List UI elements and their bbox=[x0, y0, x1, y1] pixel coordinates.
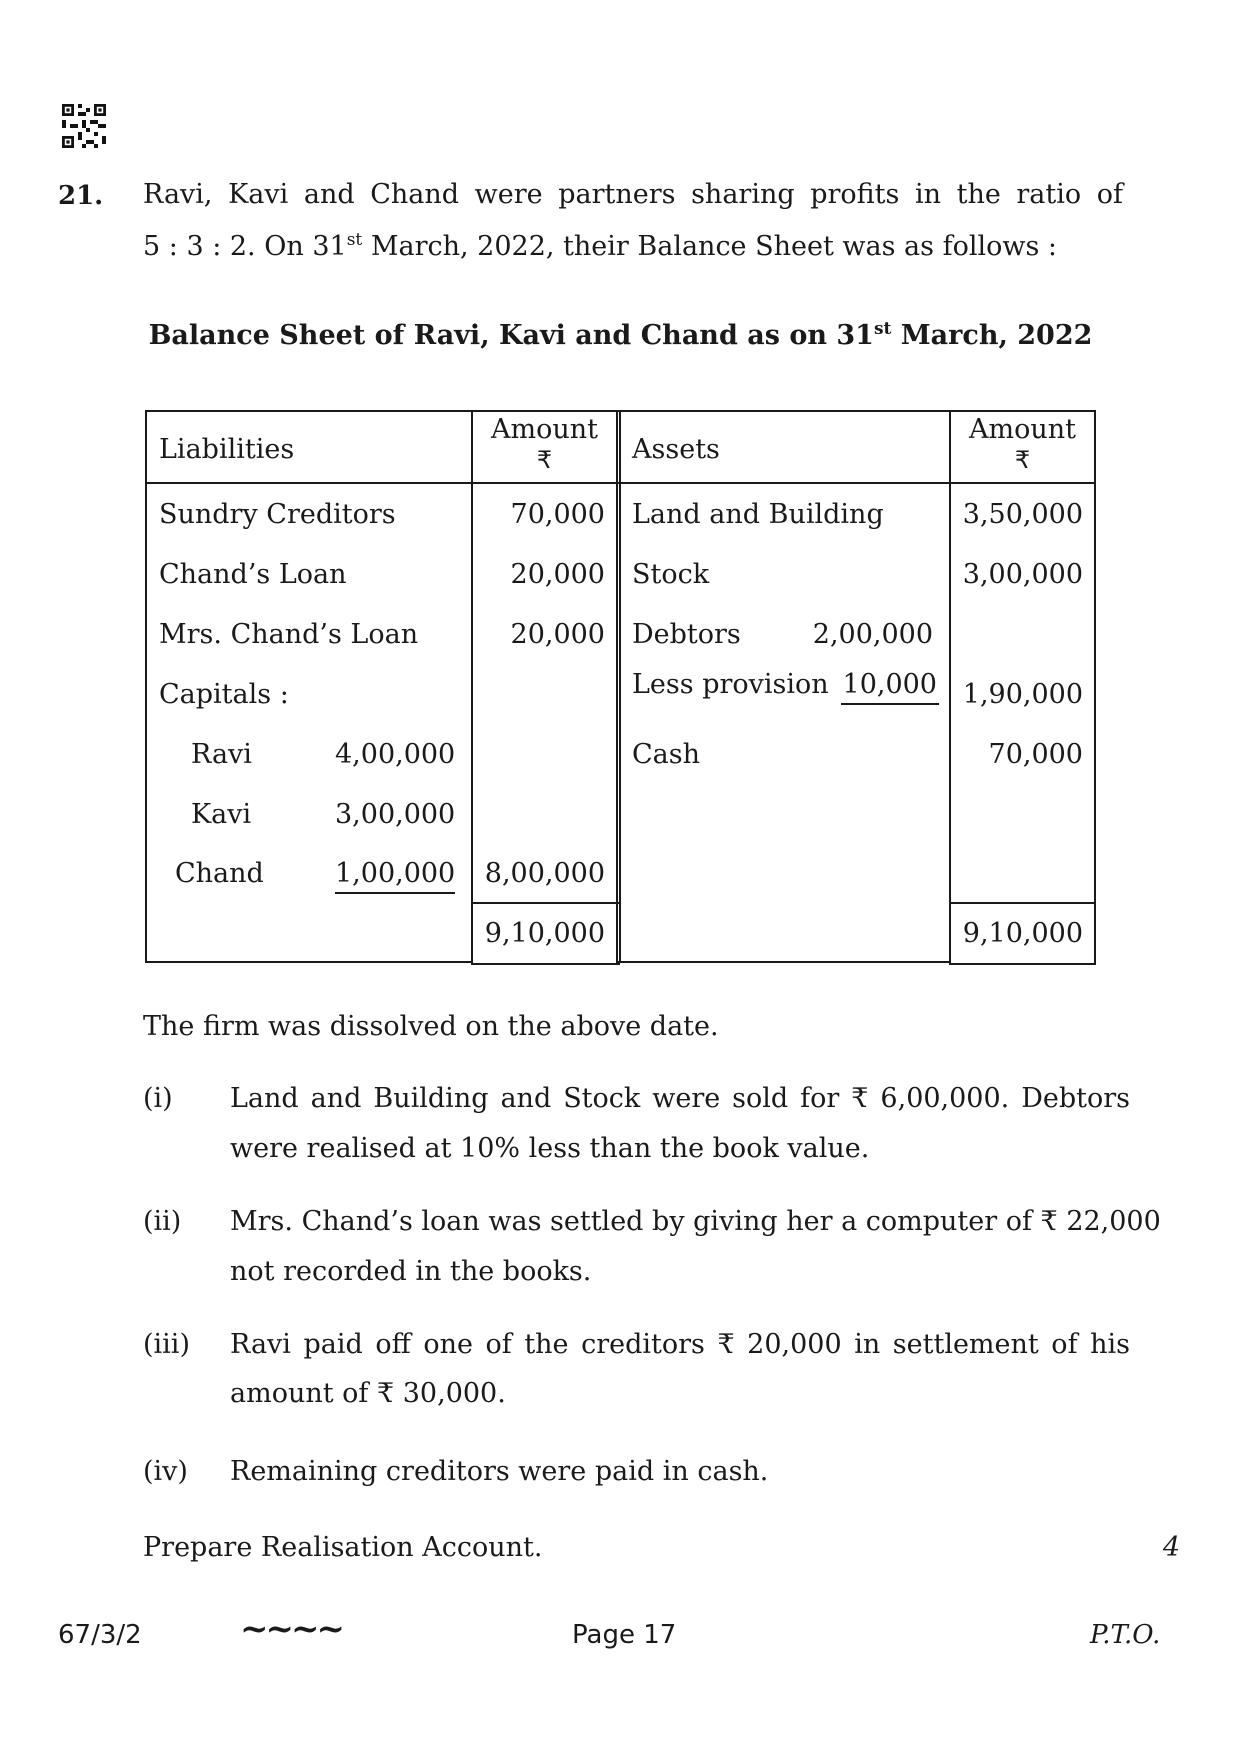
asset-inner-amount: 2,00,000 bbox=[812, 619, 933, 650]
capital-name: Chand bbox=[175, 858, 264, 889]
asset-amount: 1,90,000 bbox=[962, 679, 1083, 710]
capital-value: 3,00,000 bbox=[335, 799, 456, 830]
capital-value: 4,00,000 bbox=[335, 739, 456, 770]
balance-sheet-table bbox=[145, 410, 1096, 963]
asset-label: Less provision bbox=[632, 669, 829, 700]
question-text-line2: 5 : 3 : 2. On 31st March, 2022, their Balance Sheet was as follows : bbox=[143, 230, 1057, 262]
item-text-line2: not recorded in the books. bbox=[230, 1256, 592, 1287]
item-number: (iii) bbox=[143, 1329, 190, 1360]
instruction-text: Prepare Realisation Account. bbox=[143, 1532, 543, 1563]
capital-name: Ravi bbox=[191, 739, 252, 770]
balance-sheet-title: Balance Sheet of Ravi, Kavi and Chand as on 31st March, 2022 bbox=[148, 319, 1093, 351]
liability-label-capitals: Capitals : bbox=[159, 679, 289, 710]
qr-code-icon bbox=[62, 104, 106, 148]
liability-amount: 20,000 bbox=[510, 619, 605, 650]
header-currency-assets: ₹ bbox=[1014, 446, 1031, 474]
item-number: (ii) bbox=[143, 1206, 182, 1237]
asset-amount: 3,50,000 bbox=[962, 499, 1083, 530]
capital-value: 1,00,000 bbox=[335, 860, 455, 887]
asset-amount: 70,000 bbox=[988, 739, 1083, 770]
item-number: (iv) bbox=[143, 1456, 188, 1487]
question-number: 21. bbox=[58, 181, 104, 211]
asset-label: Land and Building bbox=[632, 499, 884, 530]
dissolved-text: The firm was dissolved on the above date. bbox=[143, 1011, 719, 1042]
capitals-total: 8,00,000 bbox=[484, 858, 605, 889]
footer-code: 67/3/2 bbox=[58, 1620, 142, 1650]
asset-amount: 3,00,000 bbox=[962, 559, 1083, 590]
header-currency-liabilities: ₹ bbox=[536, 446, 553, 474]
footer-wave: ~~~~ bbox=[240, 1609, 342, 1649]
asset-label: Stock bbox=[632, 559, 710, 590]
footer-page: Page 17 bbox=[572, 1620, 677, 1650]
asset-label: Debtors bbox=[632, 619, 741, 650]
total-assets: 9,10,000 bbox=[962, 918, 1083, 949]
header-assets: Assets bbox=[632, 434, 720, 465]
item-text-line1: Ravi paid off one of the creditors ₹ 20,000 in settlement of his bbox=[230, 1329, 1130, 1360]
header-amount-assets: Amount bbox=[969, 414, 1076, 445]
asset-inner-amount: 10,000 bbox=[785, 671, 939, 698]
liability-label: Mrs. Chand’s Loan bbox=[159, 619, 419, 650]
liability-amount: 20,000 bbox=[510, 559, 605, 590]
asset-label: Cash bbox=[632, 739, 701, 770]
item-text-line1: Land and Building and Stock were sold for ₹ 6,00,000. Debtors bbox=[230, 1083, 1130, 1114]
header-liabilities: Liabilities bbox=[159, 434, 295, 465]
liability-label: Sundry Creditors bbox=[159, 499, 396, 530]
item-number: (i) bbox=[143, 1083, 173, 1114]
item-text-line2: were realised at 10% less than the book value. bbox=[230, 1133, 870, 1164]
item-text-line1: Mrs. Chand’s loan was settled by giving her a computer of ₹ 22,000 bbox=[230, 1206, 1161, 1237]
liability-amount: 70,000 bbox=[510, 499, 605, 530]
item-text-line2: amount of ₹ 30,000. bbox=[230, 1378, 506, 1409]
total-liabilities: 9,10,000 bbox=[484, 918, 605, 949]
footer-pto: P.T.O. bbox=[1090, 1620, 1161, 1650]
item-text-line1: Remaining creditors were paid in cash. bbox=[230, 1456, 769, 1487]
liability-label: Chand’s Loan bbox=[159, 559, 347, 590]
capital-name: Kavi bbox=[191, 799, 252, 830]
question-text-line1: Ravi, Kavi and Chand were partners sharing profits in the ratio of bbox=[143, 179, 1123, 210]
marks: 4 bbox=[1162, 1532, 1180, 1563]
header-amount-liabilities: Amount bbox=[491, 414, 598, 445]
